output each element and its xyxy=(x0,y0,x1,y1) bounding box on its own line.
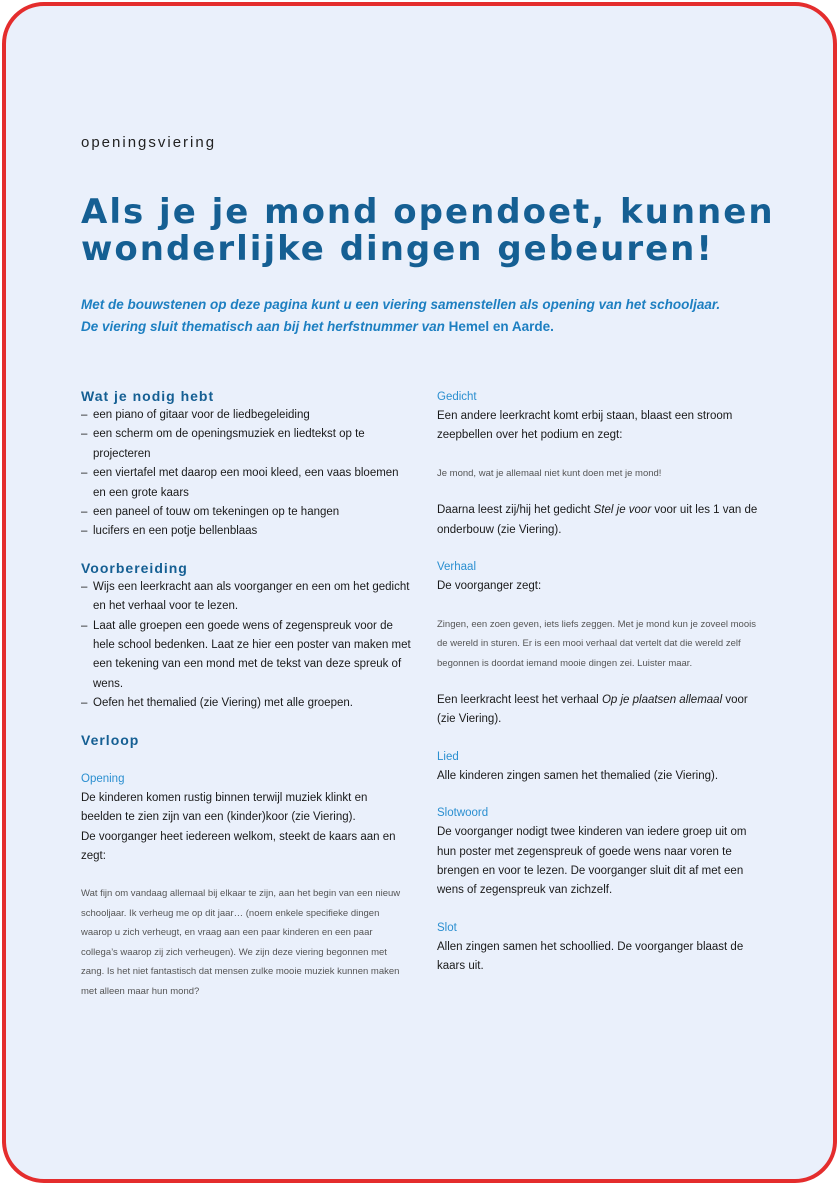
section-heading-nodig: Wat je nodig hebt xyxy=(81,388,215,404)
subheading-slotwoord: Slotwoord xyxy=(437,807,489,820)
title-line-1: Als je je mond opendoet, kunnen xyxy=(81,192,775,232)
poem-title: Stel je voor xyxy=(593,504,652,517)
magazine-name: Hemel en Aarde. xyxy=(448,319,554,334)
supplies-list xyxy=(81,406,411,542)
subheading-lied: Lied xyxy=(437,750,459,763)
subheading-opening: Opening xyxy=(81,772,125,785)
intro-text xyxy=(81,294,781,338)
slotwoord-text: De voorganger nodigt twee kinderen van iedere groep uit om hun poster met zegenspreuk of goede wens naar voren te brengen en voor te lezen. De voorganger sluit dit af met een wens of zegenspreuk van zichzelf. xyxy=(437,826,747,897)
list-item: – een piano of gitaar voor de liedbegeleiding xyxy=(81,406,411,425)
kicker-label: openingsviering xyxy=(81,134,217,151)
subheading-verhaal: Verhaal xyxy=(437,561,477,574)
gedicht-text-2 xyxy=(437,501,767,540)
lied-text: Alle kinderen zingen samen het themalied (zie Viering). xyxy=(437,769,719,782)
verhaal-text-2-post: voor (zie Viering). xyxy=(437,694,748,726)
right-column xyxy=(437,388,767,977)
opening-quote: Wat fijn om vandaag allemaal bij elkaar te zijn, aan het begin van een nieuw schooljaar. Ik verheug me op dit jaar… (noem enkele specifieke dingen waarop u zich verheugt, en vraag aan een paar kinderen en een paar collega’s waarop zij zich verheugen). We zijn deze viering begonnen met zang. Is het niet fantastisch dat mensen zulke mooie muziek kunnen maken met alleen maar hun mond? xyxy=(81,888,401,997)
list-item: – Oefen het themalied (zie Viering) met alle groepen. xyxy=(81,694,411,713)
list-item: – een viertafel met daarop een mooi kleed, een vaas bloemen en een grote kaars xyxy=(81,464,411,503)
list-item: – lucifers en een potje bellenblaas xyxy=(81,522,411,541)
list-item: – Laat alle groepen een goede wens of zegenspreuk voor de hele school bedenken. Laat ze hier een poster van maken met een tekening van een mond met de tekst van deze spreuk of wens. xyxy=(81,617,411,695)
slot-text: Allen zingen samen het schoollied. De voorganger blaast de kaars uit. xyxy=(437,940,744,973)
verhaal-text: De voorganger zegt: xyxy=(437,580,542,593)
subheading-gedicht: Gedicht xyxy=(437,391,477,403)
intro-line-1: Met de bouwstenen op deze pagina kunt u een viering samenstellen als opening van het schooljaar. xyxy=(81,297,721,312)
list-item: – een paneel of touw om tekeningen op te hangen xyxy=(81,503,411,522)
gedicht-text: Een andere leerkracht komt erbij staan, blaast een stroom zeepbellen over het podium en zegt: xyxy=(437,410,733,442)
list-item: – Wijs een leerkracht aan als voorganger en een om het gedicht en het verhaal voor te lezen. xyxy=(81,578,411,617)
verhaal-quote: Zingen, een zoen geven, iets liefs zeggen. Met je mond kun je zoveel moois de wereld in sturen. Er is een mooi verhaal dat vertelt dat die wereld zelf begonnen is doordat iemand mooie dingen zei. Luister maar. xyxy=(437,618,756,669)
intro-line-2 xyxy=(81,316,781,338)
opening-text-2: De voorganger heet iedereen welkom, steekt de kaars aan en zegt: xyxy=(81,830,396,862)
page-title xyxy=(81,194,801,268)
gedicht-text-2-pre: Daarna leest zij/hij het gedicht xyxy=(437,504,594,517)
title-line-2: wonderlijke dingen gebeuren! xyxy=(81,229,714,269)
section-heading-voorbereiding: Voorbereiding xyxy=(81,559,188,576)
section-heading-verloop: Verloop xyxy=(81,731,140,748)
left-column xyxy=(81,388,411,1001)
verhaal-text-2 xyxy=(437,691,767,730)
subheading-slot: Slot xyxy=(437,921,457,934)
story-title: Op je plaatsen allemaal xyxy=(601,694,723,707)
intro-line-2-text: De viering sluit thematisch aan bij het herfstnummer van xyxy=(81,319,449,334)
preparation-list xyxy=(81,578,411,714)
opening-text: De kinderen komen rustig binnen terwijl muziek klinkt en beelden te zien zijn van een (kinder)koor (zie Viering). xyxy=(81,791,368,824)
verhaal-text-2-pre: Een leerkracht leest het verhaal xyxy=(437,694,602,707)
gedicht-text-2-post: voor uit les 1 van de onderbouw (zie Viering). xyxy=(437,504,758,536)
list-item: – een scherm om de openingsmuziek en liedtekst op te projecteren xyxy=(81,425,411,464)
gedicht-quote: Je mond, wat je allemaal niet kunt doen met je mond! xyxy=(437,467,662,479)
